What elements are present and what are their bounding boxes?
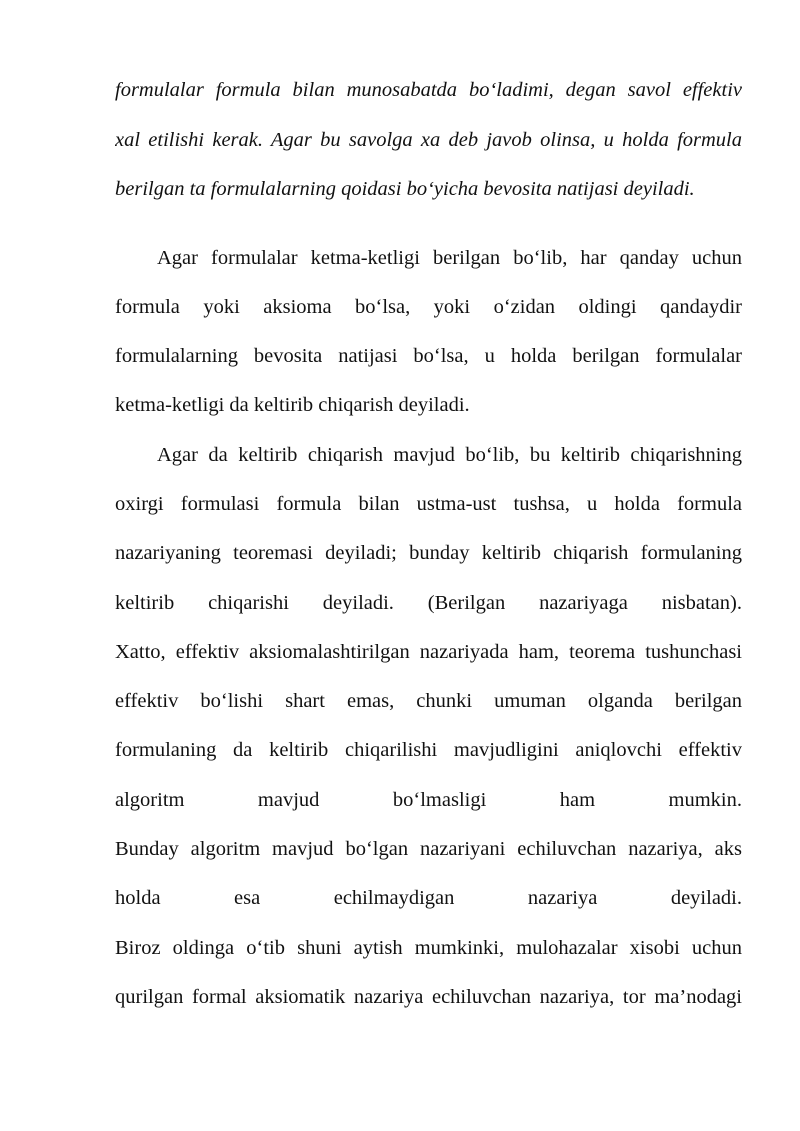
text-line: qurilgan formal aksiomatik nazariya echiluvchan nazariya, tor ma’nodagi (115, 986, 742, 1008)
text-line: formulalarning bevosita natijasi bo‘lsa, u holda berilgan formulalar (115, 345, 742, 367)
text-line: algoritm mavjud bo‘lmasligi ham mumkin. (115, 789, 742, 811)
text-line: ketma-ketligi da keltirib chiqarish deyiladi. (115, 394, 470, 416)
text-line: nazariyaning teoremasi deyiladi; bunday keltirib chiqarish formulaning (115, 542, 742, 564)
text-line: xal etilishi kerak. Agar bu savolga xa deb javob olinsa, u holda formula (115, 129, 742, 151)
text-line: Agar da keltirib chiqarish mavjud bo‘lib, bu keltirib chiqarishning (157, 444, 742, 466)
text-line: effektiv bo‘lishi shart emas, chunki umuman olganda berilgan (115, 690, 742, 712)
text-line: keltirib chiqarishi deyiladi. (Berilgan nazariyaga nisbatan). (115, 592, 742, 614)
text-line: formulalar formula bilan munosabatda bo‘ladimi, degan savol effektiv (115, 79, 742, 101)
text-line: formula yoki aksioma bo‘lsa, yoki o‘zidan oldingi qandaydir (115, 296, 742, 318)
text-line: Xatto, effektiv aksiomalashtirilgan nazariyada ham, teorema tushunchasi (115, 641, 742, 663)
text-line: Bunday algoritm mavjud bo‘lgan nazariyani echiluvchan nazariya, aks (115, 838, 742, 860)
text-line: holda esa echilmaydigan nazariya deyiladi. (115, 887, 742, 909)
text-line: Agar formulalar ketma-ketligi berilgan bo‘lib, har qanday uchun (157, 247, 742, 269)
text-line: Biroz oldinga o‘tib shuni aytish mumkinki, mulohazalar xisobi uchun (115, 937, 742, 959)
text-line: berilgan ta formulalarning qoidasi bo‘yicha bevosita natijasi deyiladi. (115, 178, 695, 200)
text-line: oxirgi formulasi formula bilan ustma-ust tushsa, u holda formula (115, 493, 742, 515)
text-line: formulaning da keltirib chiqarilishi mavjudligini aniqlovchi effektiv (115, 739, 742, 761)
